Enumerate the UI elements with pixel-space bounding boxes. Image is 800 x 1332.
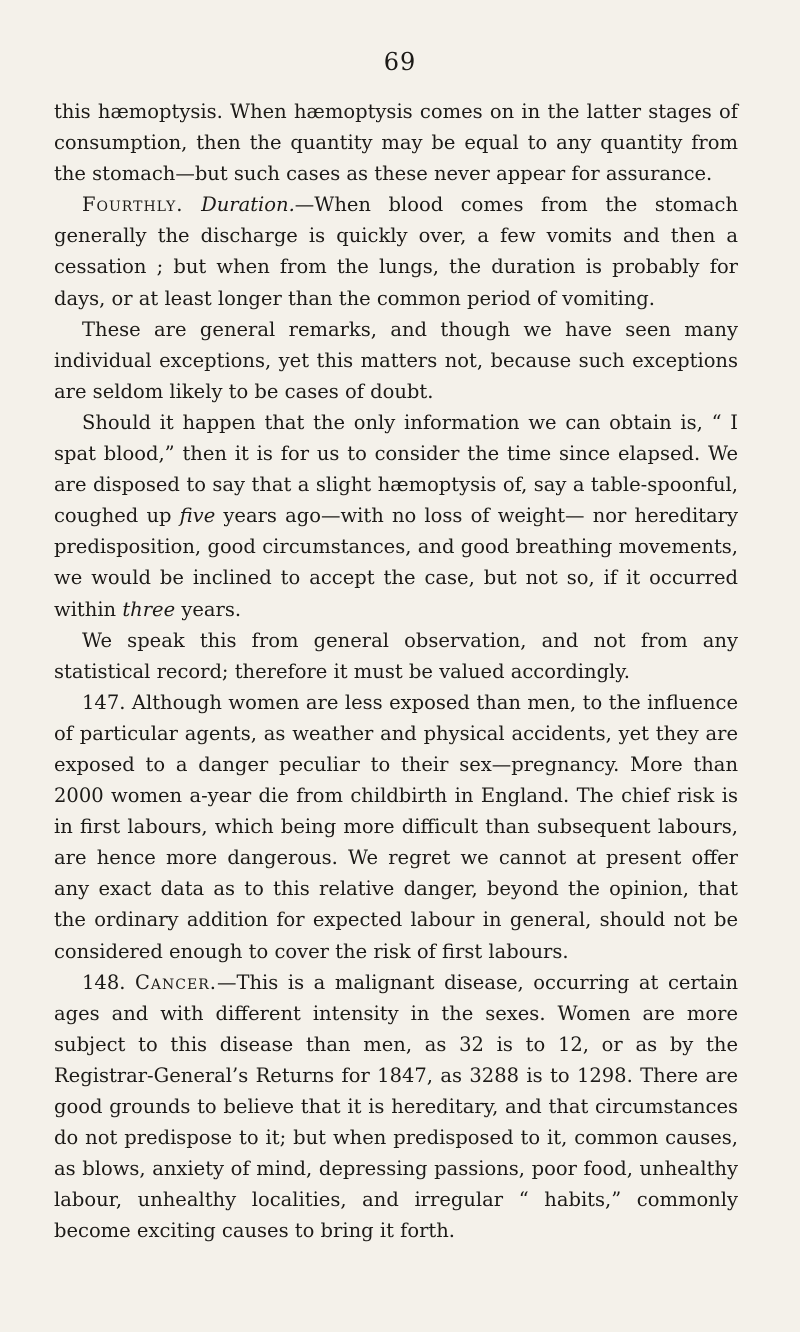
page-number: 69 (383, 48, 417, 76)
text-run: 148. (82, 970, 135, 994)
paragraph-general-remarks (54, 314, 738, 407)
text-run: years. (175, 597, 242, 621)
paragraph-148-cancer (54, 967, 738, 1247)
text-run: —This is a malignant disease, occurring at certain ages and with different intensity in the sexes. Women are more subject to this disease than men, as 32 is to 12, or as by the Registrar-General’s Returns for 1847, as 3288 is to 1298. There are good grounds to believe that it is hereditary, and that circumstances do not predispose to it; but when predisposed to it, common causes, as blows, anxiety of mind, depressing passions, poor food, unhealthy labour, unhealthy localities, and irregular “ habits,” commonly become exciting causes to bring it forth. (54, 970, 738, 1243)
text-run (184, 193, 202, 216)
page-body (54, 96, 738, 1246)
italic-text: five (179, 504, 216, 528)
text-run: years ago—with no loss of weight— nor hereditary predisposition, good circumstances, and good breathing movements, we would be inclined to accept the case, but not so, if it occurred within (54, 504, 738, 621)
text-run: We speak this from general observation, and not from any statistical record; therefore it must be valued accordingly. (54, 628, 738, 683)
text-run: Should it happen that the only information we can obtain is, “ I spat blood,” then it is for us to consider the time since elapsed. We are disposed to say that a slight hæmoptysis of, say a table-spoonful, coughed up (54, 410, 738, 528)
paragraph-observation (54, 625, 738, 687)
paragraph-fourthly-duration (54, 189, 738, 313)
text-run: These are general remarks, and though we have seen many individual exceptions, yet this matters not, because such exceptions are seldom likely to be cases of doubt. (54, 317, 738, 403)
small-caps-heading: Cancer. (135, 970, 217, 994)
text-run: 147. Although women are less exposed than men, to the influence of particular agents, as weather and physical accidents, yet they are exposed to a danger peculiar to their sex—pregnancy. More than 2000 women a-year die from childbirth in England. The chief risk is in first labours, which being more difficult than subsequent labours, are hence more dangerous. We regret we cannot at present offer any exact data as to this relative danger, beyond the opinion, that the ordinary addition for expected labour in general, should not be considered enough to cover the risk of first labours. (54, 690, 738, 963)
text-run: —When blood comes from the stomach generally the discharge is quickly over, a few vomits and then a cessation ; but when from the lungs, the duration is probably for days, or at least longer than the common period of vomiting. (54, 193, 738, 310)
italic-text: Duration. (201, 193, 295, 217)
text-run: this hæmoptysis. When hæmoptysis comes on in the latter stages of consumption, then the quantity may be equal to any quantity from the stomach—but such cases as these never appear for assurance. (54, 100, 738, 186)
small-caps-heading: Fourthly. (82, 193, 184, 217)
paragraph-continuation (54, 96, 738, 189)
paragraph-147-childbirth (54, 687, 738, 967)
italic-text: three (122, 597, 176, 621)
paragraph-spat-blood (54, 407, 738, 625)
